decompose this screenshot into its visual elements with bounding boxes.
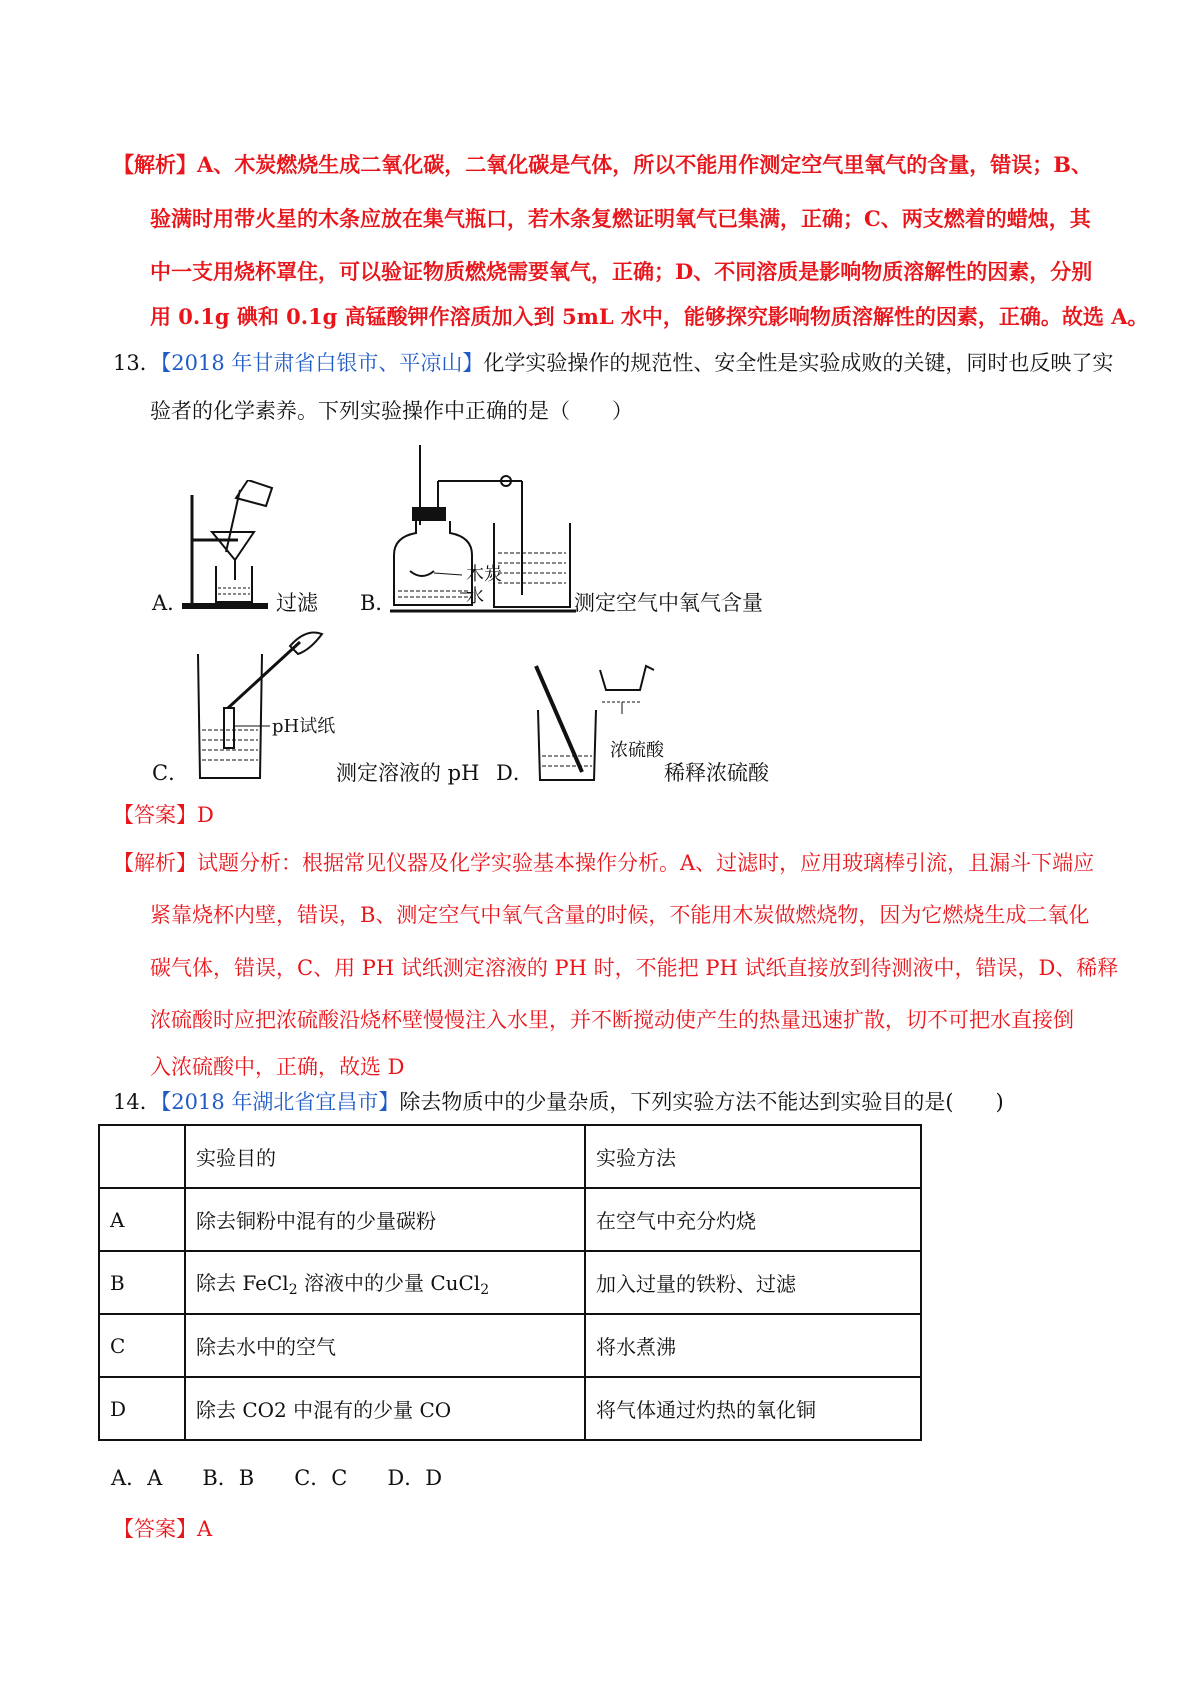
q13-stem-line-1: 13．【2018 年甘肃省白银市、平凉山】化学实验操作的规范性、安全性是实验成败的关键，同时也反映了实 (113, 351, 1114, 375)
table-row (99, 1314, 921, 1377)
question-source: 【2018 年甘肃省白银市、平凉山】 (160, 351, 484, 375)
row-method: 在空气中充分灼烧 (585, 1188, 921, 1251)
experiment-table (98, 1124, 922, 1441)
row-letter: D (99, 1377, 185, 1440)
answer-label: 【答案】 (113, 1517, 197, 1541)
q14-answer (113, 1514, 212, 1544)
row-method: 将气体通过灼热的氧化铜 (585, 1377, 921, 1440)
answer-value: A (197, 1517, 213, 1541)
table-header-row (99, 1125, 921, 1188)
option-a-letter: A． (152, 591, 189, 615)
table-row (99, 1251, 921, 1314)
answer-value: D (197, 803, 214, 827)
option-d-letter: D． (496, 761, 534, 785)
table-row (99, 1188, 921, 1251)
question-source: 【2018 年湖北省宜昌市】 (160, 1090, 400, 1114)
q12-explanation-line-2: 验满时用带火星的木条应放在集气瓶口，若木条复燃证明氧气已集满，正确；C、两支燃着的蜡烛，其 (150, 206, 1091, 231)
q14-stem: 14．【2018 年湖北省宜昌市】除去物质中的少量杂质，下列实验方法不能达到实验目的是( ) (113, 1090, 1004, 1114)
choice-b: B．B (202, 1466, 255, 1490)
q14-choices (111, 1463, 482, 1493)
ph-measurement-figure (190, 626, 340, 784)
option-a-caption: 过滤 (276, 591, 318, 615)
option-c-letter: C． (152, 761, 190, 785)
row-goal: 除去铜粉中混有的少量碳粉 (185, 1188, 585, 1251)
q12-explanation-line-4: 用 0.1g 碘和 0.1g 高锰酸钾作溶质加入到 5mL 水中，能够探究影响物质溶解性的因素，正确。故选 A。 (150, 304, 1149, 329)
water-label: 水 (466, 586, 484, 607)
row-goal: 除去 CO2 中混有的少量 CO (185, 1377, 585, 1440)
q13-explanation-line-3: 碳气体，错误，C、用 PH 试纸测定溶液的 PH 时，不能把 PH 试纸直接放到待测液中，错误，D、稀释 (150, 956, 1119, 980)
option-d-caption: 稀释浓硫酸 (664, 761, 769, 785)
conc-acid-label: 浓硫酸 (610, 740, 664, 761)
choice-c: C．C (294, 1466, 348, 1490)
question-number: 14． (113, 1090, 161, 1114)
q13-explanation-line-2: 紧靠烧杯内壁，错误，B、测定空气中氧气含量的时候，不能用木炭做燃烧物，因为它燃烧生成二氧化 (150, 903, 1090, 927)
row-method: 将水煮沸 (585, 1314, 921, 1377)
row-method: 加入过量的铁粉、过滤 (585, 1251, 921, 1314)
option-b-letter: B． (360, 591, 397, 615)
explanation-label: 【解析】 (113, 851, 197, 875)
row-letter: C (99, 1314, 185, 1377)
q12-explanation-line-3: 中一支用烧杯罩住，可以验证物质燃烧需要氧气，正确；D、不同溶质是影响物质溶解性的因素，分别 (150, 259, 1093, 284)
table-header-cell: 实验方法 (585, 1125, 921, 1188)
q13-explanation-line-1: 【解析】试题分析：根据常见仪器及化学实验基本操作分析。A、过滤时，应用玻璃棒引流，且漏斗下端应 (113, 851, 1095, 875)
answer-label: 【答案】 (113, 803, 197, 827)
row-letter: A (99, 1188, 185, 1251)
row-goal: 除去 FeCl$_2$ 溶液中的少量 CuCl$_2$ (185, 1251, 585, 1314)
table-header-cell: 实验目的 (185, 1125, 585, 1188)
row-goal: 除去水中的空气 (185, 1314, 585, 1377)
choice-a: A．A (111, 1466, 163, 1490)
row-letter: B (99, 1251, 185, 1314)
explanation-label: 【解析】 (113, 152, 197, 177)
table-header-cell (99, 1125, 185, 1188)
option-b-caption: 测定空气中氧气含量 (574, 591, 763, 615)
table-row (99, 1377, 921, 1440)
ph-paper-label: pH试纸 (272, 716, 336, 737)
q13-explanation-line-5: 入浓硫酸中，正确，故选 D (150, 1055, 405, 1079)
option-c-caption: 测定溶液的 pH (336, 761, 480, 785)
charcoal-label: 木炭 (466, 564, 502, 585)
filtration-apparatus-figure (180, 480, 280, 612)
q13-answer (113, 800, 214, 830)
q13-explanation-line-4: 浓硫酸时应把浓硫酸沿烧杯壁慢慢注入水里，并不断搅动使产生的热量迅速扩散，切不可把水直接倒 (150, 1008, 1074, 1032)
choice-d: D．D (387, 1466, 443, 1490)
q13-stem-line-2: 验者的化学素养。下列实验操作中正确的是（ ） (150, 399, 633, 423)
question-number: 13． (113, 351, 161, 375)
q12-explanation-line-1: 【解析】A、木炭燃烧生成二氧化碳，二氧化碳是气体，所以不能用作测定空气里氧气的含量，错误；B、 (113, 152, 1093, 177)
